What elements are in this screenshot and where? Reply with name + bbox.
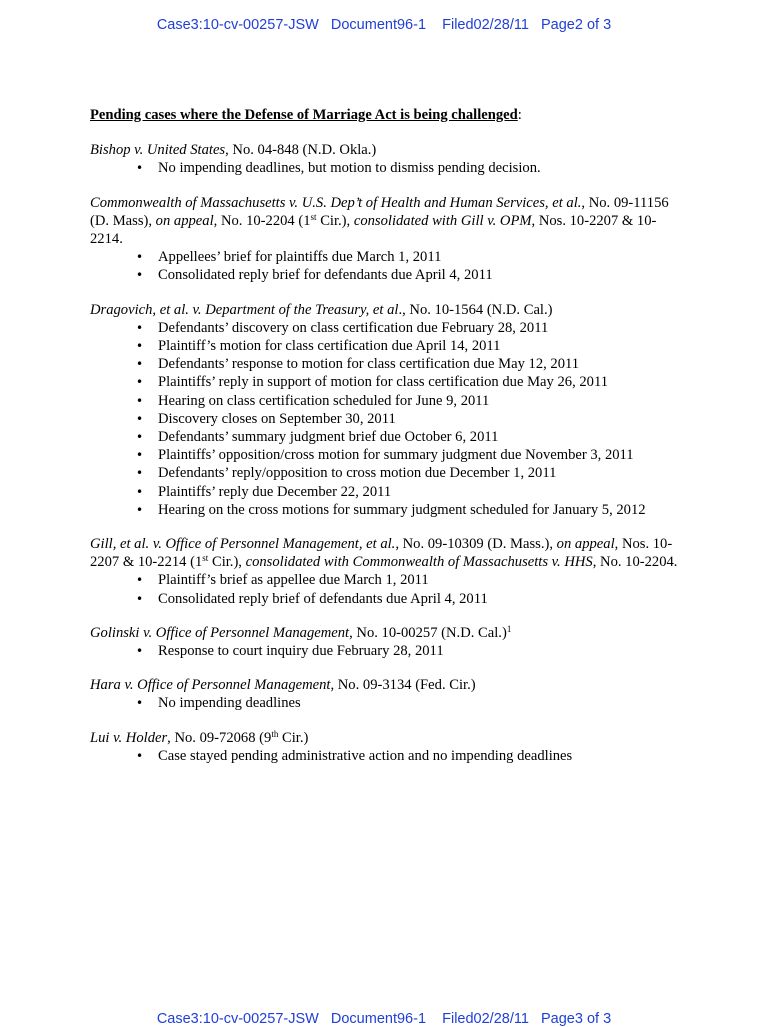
ecf-header-top: Case3:10-cv-00257-JSW Document96-1 Filed02/28/11 Page2 of 3 xyxy=(156,17,612,33)
ordinal-suffix: st xyxy=(202,553,209,564)
deadline-list xyxy=(90,694,680,712)
list-item: • Case stayed pending administrative action and no impending deadlines xyxy=(158,747,680,765)
section-heading xyxy=(90,106,680,124)
appeal-note: on appeal xyxy=(556,536,615,553)
case-citation xyxy=(90,535,680,571)
list-item: • Hearing on class certification scheduled for June 9, 2011 xyxy=(158,392,680,410)
list-item: • Discovery closes on September 30, 2011 xyxy=(158,410,680,428)
consolidated-docket: , Nos. 10-2207 & 10-2214. xyxy=(90,212,657,248)
deadline-list xyxy=(90,747,680,765)
list-item: • Defendants’ response to motion for class certification due May 12, 2011 xyxy=(158,355,680,373)
ecf-header-bottom: Case3:10-cv-00257-JSW Document96-1 Filed02/28/11 Page3 of 3 xyxy=(156,1011,612,1027)
case-docket: , No. 09-11156 (D. Mass), xyxy=(90,194,669,229)
footnote-marker: 1 xyxy=(506,623,512,634)
list-item: • Response to court inquiry due February 28, 2011 xyxy=(158,642,680,660)
list-item: • Plaintiffs’ opposition/cross motion for summary judgment due November 3, 2011 xyxy=(158,446,680,464)
deadline-list xyxy=(90,319,680,519)
appeal-note: on appeal xyxy=(155,212,214,229)
list-item: • Plaintiffs’ reply due December 22, 2011 xyxy=(158,483,680,501)
case-name: Bishop v. United States xyxy=(90,142,226,159)
case-citation xyxy=(90,729,680,747)
deadline-list xyxy=(90,571,680,607)
case-name: Dragovich, et al. v. Department of the Treasury, et al xyxy=(90,301,399,318)
ordinal-suffix: th xyxy=(271,728,279,739)
section-heading-suffix: : xyxy=(517,107,522,123)
case-hara xyxy=(90,676,680,712)
case-docket: ., No. 10-1564 (N.D. Cal.) xyxy=(398,301,553,318)
case-name: Golinski v. Office of Personnel Management xyxy=(90,624,350,641)
deadline-list xyxy=(90,248,680,284)
consolidated-note: consolidated with Commonwealth of Massachusetts v. HHS xyxy=(245,554,593,571)
case-docket: , No. 09-3134 (Fed. Cir.) xyxy=(330,677,476,694)
list-item: • Defendants’ reply/opposition to cross motion due December 1, 2011 xyxy=(158,464,680,482)
list-item: • Plaintiff’s brief as appellee due March 1, 2011 xyxy=(158,571,680,589)
case-dragovich xyxy=(90,301,680,519)
case-massachusetts xyxy=(90,194,680,285)
case-citation xyxy=(90,676,680,694)
circuit-text: Cir.), xyxy=(316,212,354,229)
list-item: • Consolidated reply brief of defendants due April 4, 2011 xyxy=(158,590,680,608)
list-item: • Appellees’ brief for plaintiffs due March 1, 2011 xyxy=(158,248,680,266)
list-item: • Defendants’ discovery on class certification due February 28, 2011 xyxy=(158,319,680,337)
case-citation xyxy=(90,624,680,642)
list-item: • Hearing on the cross motions for summary judgment scheduled for January 5, 2012 xyxy=(158,501,680,519)
ordinal-suffix: st xyxy=(310,211,317,222)
case-name: Hara v. Office of Personnel Management xyxy=(90,677,331,694)
case-lui xyxy=(90,729,680,765)
case-name: Commonwealth of Massachusetts v. U.S. Dep’t of Health and Human Services, et al. xyxy=(90,194,582,211)
case-docket: , No. 10-00257 (N.D. Cal.) xyxy=(349,624,507,641)
case-docket: , No. 09-72068 (9 xyxy=(167,729,272,746)
case-gill xyxy=(90,535,680,608)
case-citation xyxy=(90,194,680,249)
case-docket-appeal: , Nos. 10-2207 & 10-2214 (1 xyxy=(90,536,673,571)
list-item: • Defendants’ summary judgment brief due October 6, 2011 xyxy=(158,428,680,446)
deadline-list xyxy=(90,159,680,177)
list-item: • Plaintiff’s motion for class certification due April 14, 2011 xyxy=(158,337,680,355)
list-item: • Consolidated reply brief for defendants due April 4, 2011 xyxy=(158,266,680,284)
circuit-text: Cir.) xyxy=(278,729,309,746)
case-citation xyxy=(90,141,680,159)
consolidated-note: consolidated with Gill v. OPM xyxy=(353,212,532,229)
case-golinski xyxy=(90,624,680,660)
case-docket: , No. 09-10309 (D. Mass.), xyxy=(395,536,557,553)
case-name: Lui v. Holder xyxy=(90,729,168,746)
case-citation xyxy=(90,301,680,319)
list-item: • No impending deadlines xyxy=(158,694,680,712)
section-heading-title: Pending cases where the Defense of Marriage Act is being challenged xyxy=(90,107,518,123)
deadline-list xyxy=(90,642,680,660)
case-docket: , No. 04-848 (N.D. Okla.) xyxy=(225,142,377,159)
document-body xyxy=(90,106,680,781)
case-docket-appeal: , No. 10-2204 (1 xyxy=(213,212,311,229)
list-item: • No impending deadlines, but motion to dismiss pending decision. xyxy=(158,159,680,177)
case-name: Gill, et al. v. Office of Personnel Management, et al. xyxy=(90,536,396,553)
list-item: • Plaintiffs’ reply in support of motion for class certification due May 26, 2011 xyxy=(158,373,680,391)
circuit-text: Cir.), xyxy=(208,554,246,571)
consolidated-docket: , No. 10-2204. xyxy=(592,554,678,571)
case-bishop xyxy=(90,141,680,177)
